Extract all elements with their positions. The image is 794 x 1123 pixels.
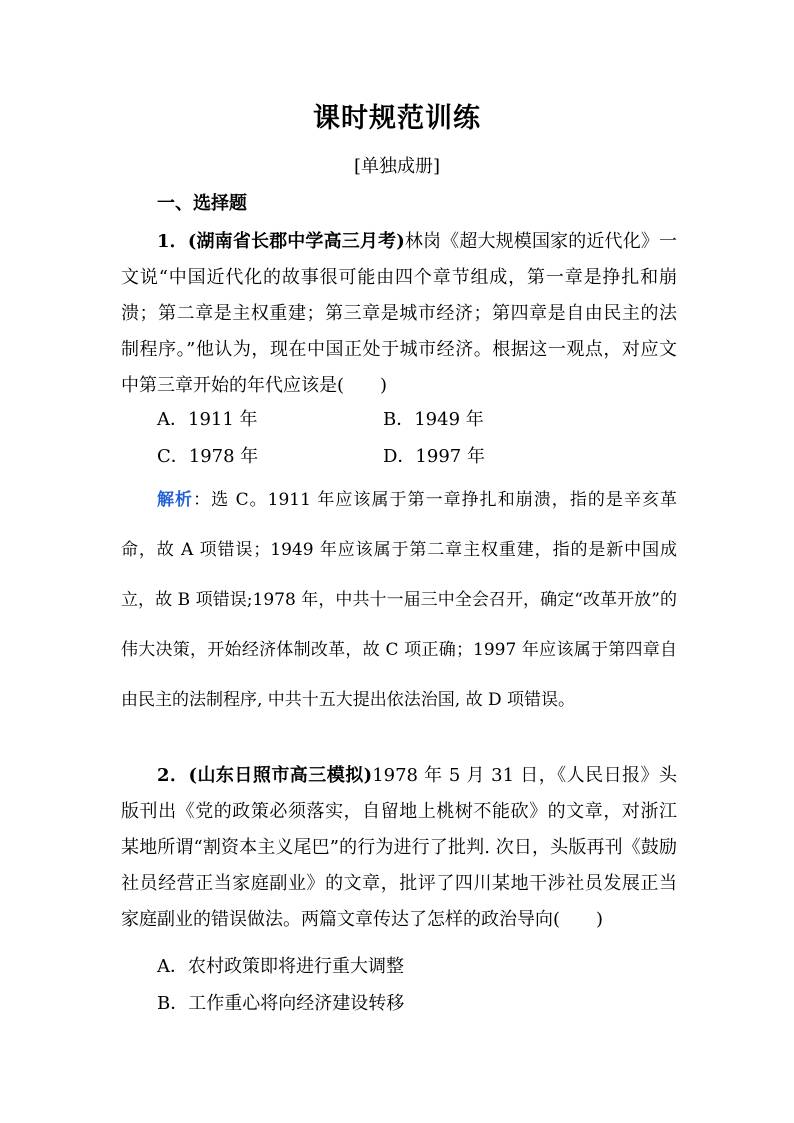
question-1-text: 林岗《超大规模国家的近代化》一文说“中国近代化的故事很可能由四个章节组成，第一章是挣扎和崩溃；第二章是主权重建；第三章是城市经济；第四章是自由民主的法制程序。”他认为，现在中国正处于城市经济。根据这一观点，对应文中第三章开始的年代应该是( ) (121, 231, 678, 396)
question-2-option-a: A．农村政策即将进行重大调整 (157, 956, 404, 977)
question-1-source: (湖南省长郡中学高三月考) (187, 231, 405, 252)
question-2-text: 1978 年 5 月 31 日，《人民日报》头版刊出《党的政策必须落实，自留地上桃树不能砍》的文章，对浙江某地所谓“割资本主义尾巴”的行为进行了批判. 次日，头版再刊《鼓励社员经营正当家庭副业》的文章，批评了四川某地干涉社员发展正当家庭副业的错误做法。两篇文章传达了怎样的政治导向( ) (121, 765, 677, 930)
question-1-option-a: A．1911 年 (157, 409, 258, 430)
question-1-number: 1． (157, 231, 188, 252)
analysis-text: ：选 C。1911 年应该属于第一章挣扎和崩溃，指的是辛亥革命，故 A 项错误；1949 年应该属于第二章主权重建，指的是新中国成立，故 B 项错误;1978 年，中共十一届三中全会召开，确定“改革开放”的伟大决策，开始经济体制改革，故 C 项正确；1997 年应该属于第四章自由民主的法制程序, 中共十五大提出依法治国, 故 D 项错误。 (121, 490, 678, 710)
section-heading: 一、选择题 (157, 193, 247, 214)
question-2-source: (山东日照市高三模拟) (188, 765, 373, 786)
analysis-label: 解析 (157, 490, 194, 510)
question-2-number: 2． (157, 765, 189, 786)
question-1-stem (121, 224, 677, 404)
page-subtitle: [单独成册] (353, 156, 441, 177)
question-1-option-c: C．1978 年 (157, 446, 259, 467)
question-2-option-b: B．工作重心将向经济建设转移 (157, 993, 405, 1014)
question-1-analysis (121, 475, 677, 725)
question-1-option-b: B．1949 年 (383, 409, 484, 430)
question-2-options (157, 948, 404, 1022)
question-1-options (157, 401, 677, 475)
question-1-option-d: D．1997 年 (383, 446, 485, 467)
question-2-stem (121, 758, 677, 938)
page-title: 课时规范训练 (313, 103, 481, 134)
